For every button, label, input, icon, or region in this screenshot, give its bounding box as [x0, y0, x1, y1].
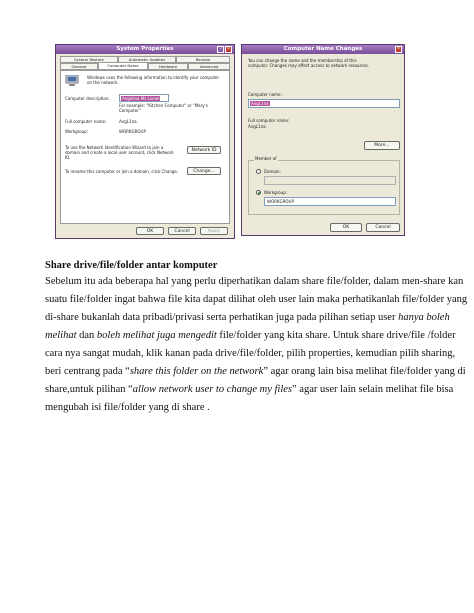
network-id-text-3: ID.: [65, 155, 71, 160]
computer-name-changes-dialog: [241, 44, 405, 236]
full-name-value: AngL1na.: [119, 119, 138, 124]
system-properties-titlebar: [56, 45, 234, 54]
text-run: share,untuk pilihan “: [45, 384, 133, 395]
intro-line-2: on the network.: [87, 80, 119, 85]
text-run: dan: [76, 330, 97, 341]
italic-phrase: hanya boleh: [398, 312, 450, 323]
italic-phrase: allow network user to change my files: [132, 384, 293, 395]
paragraph-line: [45, 399, 431, 417]
example-line-1: For example: "Kitchen Computer" or "Mary's: [119, 103, 208, 108]
domain-field[interactable]: [264, 176, 396, 185]
system-properties-dialog: [55, 44, 235, 239]
tab-page: [60, 70, 230, 224]
section-heading: Share drive/file/folder antar komputer: [45, 260, 218, 271]
tab-system-restore[interactable]: System Restore: [60, 56, 118, 63]
workgroup-value: WORKGROUP: [267, 199, 294, 204]
example-line-2: Computer": [119, 108, 141, 113]
computer-name-field[interactable]: [248, 99, 400, 108]
tab-automatic-updates[interactable]: Automatic Updates: [118, 56, 176, 63]
paragraph-line: [45, 381, 454, 399]
tab-computer-name[interactable]: Computer Name: [98, 62, 148, 70]
italic-phrase: boleh melihat juga mengedit: [96, 330, 217, 341]
cancel-button[interactable]: Cancel: [168, 227, 196, 235]
text-run: cara nya sangat mudah, klik kanan pada drive/file/folder, pilih properties, kemudian pilih sharing,: [45, 348, 456, 359]
description-label: Computer description:: [65, 96, 110, 101]
italic-phrase: share this folder on the network: [129, 366, 264, 377]
text-run: Sebelum itu ada beberapa hal yang perlu diperhatikan dalam share file/folder, dalam men-share kan: [45, 276, 464, 287]
paragraph-line: [45, 309, 450, 327]
full-name-label: Full computer name:: [248, 118, 290, 123]
text-run: ” agar orang lain bisa melihat file/folder yang di: [263, 366, 466, 377]
workgroup-value: WORKGROUP: [119, 129, 146, 134]
full-name-label: Full computer name:: [65, 119, 107, 124]
tab-advanced[interactable]: Advanced: [188, 63, 230, 70]
close-icon[interactable]: ×: [395, 46, 402, 53]
cancel-button[interactable]: Cancel: [366, 223, 400, 232]
workgroup-field[interactable]: [264, 197, 396, 206]
window-title: System Properties: [116, 46, 174, 52]
more-button[interactable]: More...: [364, 141, 400, 150]
workgroup-label: Workgroup:: [65, 129, 89, 134]
computer-name-label: Computer name:: [248, 92, 282, 97]
help-icon[interactable]: ?: [217, 46, 224, 53]
paragraph-line: [45, 291, 468, 309]
intro-line-1: You can change the name and the membership of this: [248, 58, 357, 63]
paragraph-line: [45, 327, 456, 345]
full-name-value: AngL1na.: [248, 124, 267, 129]
workgroup-label: Workgroup:: [264, 190, 288, 195]
apply-button[interactable]: Apply: [200, 227, 228, 235]
name-changes-titlebar: [242, 45, 404, 54]
paragraph-line: [45, 345, 456, 363]
ok-button[interactable]: OK: [136, 227, 164, 235]
network-id-text-1: To use the Network Identification Wizard to join a: [65, 145, 164, 150]
description-value: Angelina Ms Lionel: [122, 96, 160, 101]
tab-general[interactable]: General: [60, 63, 98, 70]
computer-icon: [65, 75, 79, 87]
change-button[interactable]: Change...: [187, 167, 221, 175]
close-icon[interactable]: ×: [225, 46, 232, 53]
text-run: suatu file/folder ingat bahwa file kita dapat dilihat oleh user lain maka perhatikanlah file/folder yang: [45, 294, 468, 305]
computer-name-value: AngL1na: [251, 101, 269, 106]
intro-line-1: Windows uses the following information to identify your computer: [87, 75, 220, 80]
network-id-button[interactable]: Network ID: [187, 146, 221, 154]
paragraph-line: [45, 273, 464, 291]
paragraph-line: [45, 363, 466, 381]
text-run: file/folder yang kita share. Untuk share drive/file /folder: [216, 330, 456, 341]
window-title: Computer Name Changes: [283, 46, 363, 52]
text-run: mengubah isi file/folder yang di share .: [45, 402, 210, 413]
tab-hardware[interactable]: Hardware: [148, 63, 188, 70]
workgroup-radio[interactable]: [256, 190, 261, 195]
tab-remote[interactable]: Remote: [176, 56, 230, 63]
network-id-text-2: domain and create a local user account, click Network: [65, 150, 174, 155]
intro-line-2: computer. Changes may affect access to network resources.: [248, 63, 370, 68]
text-run: di-share bukanlah data pribadi/privasi serta perhatikan juga pada pilihan setiap user: [45, 312, 399, 323]
description-field[interactable]: [119, 94, 169, 102]
text-run: beri centrang pada “: [45, 366, 130, 377]
text-run: ” agar user lain selain melihat file bisa: [292, 384, 454, 395]
member-of-label: Member of: [255, 156, 277, 161]
domain-label: Domain:: [264, 169, 281, 174]
domain-radio[interactable]: [256, 169, 261, 174]
ok-button[interactable]: OK: [330, 223, 362, 232]
article-body: [45, 273, 468, 417]
rename-text: To rename this computer or join a domain, click Change.: [65, 169, 179, 174]
italic-phrase: melihat: [45, 330, 77, 341]
